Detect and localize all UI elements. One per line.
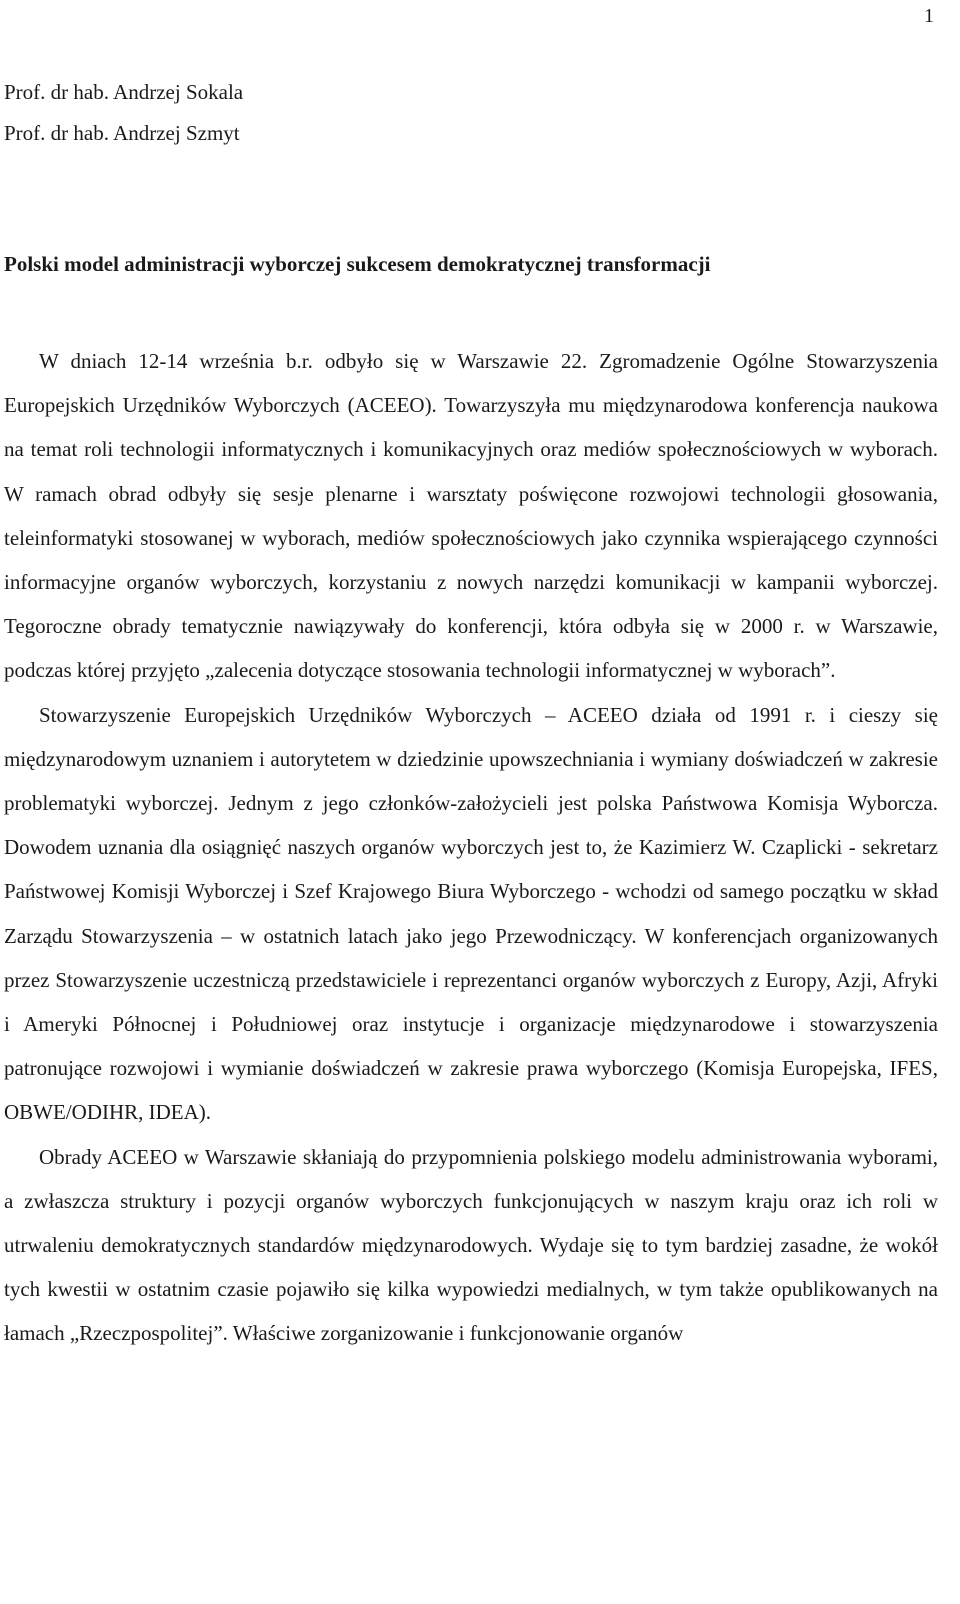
paragraph: Obrady ACEEO w Warszawie skłaniają do przypomnienia polskiego modelu administrowania wyborami, a zwłaszcza struktury i pozycji organów wyborczych funkcjonujących w naszym kraju oraz ich roli w utrwaleniu demokratycznych standardów międzynarodowych. Wydaje się to tym bardziej zasadne, że wokół tych kwestii w ostatnim czasie pojawiło się kilka wypowiedzi medialnych, w tym także opublikowanych na łamach „Rzeczpospolitej”. Właściwe zorganizowanie i funkcjonowanie organów (4, 1144, 938, 1346)
document-title: Polski model administracji wyborczej sukcesem demokratycznej transformacji (4, 252, 711, 276)
page-number: 1 (924, 5, 934, 27)
paragraph: Stowarzyszenie Europejskich Urzędników Wyborczych – ACEEO działa od 1991 r. i cieszy się międzynarodowym uznaniem i autorytetem w dziedzinie upowszechniania i wymiany doświadczeń w zakresie problematyki wyborczej. Jednym z jego członków-założycieli jest polska Państwowa Komisja Wyborcza. Dowodem uznania dla osiągnięć naszych organów wyborczych jest to, że Kazimierz W. Czaplicki - sekretarz Państwowej Komisji Wyborczej i Szef Krajowego Biura Wyborczego - wchodzi od samego początku w skład Zarządu Stowarzyszenia – w ostatnich latach jako jego Przewodniczący. W konferencjach organizowanych przez Stowarzyszenie uczestniczą przedstawiciele i reprezentanci organów wyborczych z Europy, Azji, Afryki i Ameryki Północnej i Południowej oraz instytucje i organizacje międzynarodowe i stowarzyszenia patronujące rozwojowi i wymianie doświadczeń w zakresie prawa wyborczego (Komisja Europejska, IFES, OBWE/ODIHR, IDEA). (4, 702, 938, 1125)
author-name: Prof. dr hab. Andrzej Szmyt (4, 121, 240, 145)
author-name: Prof. dr hab. Andrzej Sokala (4, 80, 244, 104)
body-text (4, 339, 938, 1356)
authors-block (4, 72, 243, 154)
paragraph: W dniach 12-14 września b.r. odbyło się w Warszawie 22. Zgromadzenie Ogólne Stowarzyszenia Europejskich Urzędników Wyborczych (ACEEO). Towarzyszyła mu międzynarodowa konferencja naukowa na temat roli technologii informatycznych i komunikacyjnych oraz mediów społecznościowych w wyborach. W ramach obrad odbyły się sesje plenarne i warsztaty poświęcone rozwojowi technologii głosowania, teleinformatyki stosowanej w wyborach, mediów społecznościowych jako czynnika wspierającego czynności informacyjne organów wyborczych, korzystaniu z nowych narzędzi komunikacji w kampanii wyborczej. Tegoroczne obrady tematycznie nawiązywały do konferencji, która odbyła się w 2000 r. w Warszawie, podczas której przyjęto „zalecenia dotyczące stosowania technologii informatycznej w wyborach”. (4, 349, 938, 683)
